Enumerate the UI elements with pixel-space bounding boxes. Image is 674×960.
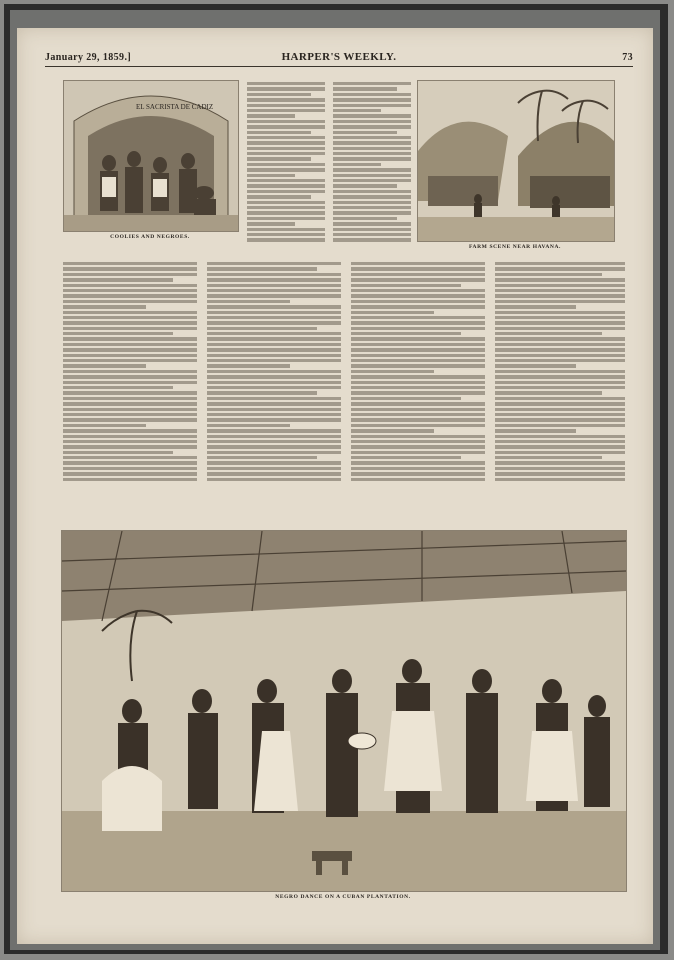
illustration-negro-dance: [61, 530, 627, 892]
text-column-narrow-1: [247, 80, 325, 256]
illustration-farm-scene: [417, 80, 615, 242]
shop-sign: EL SACRISTA DE CADIZ: [136, 103, 214, 111]
publication-title: HARPER'S WEEKLY.: [281, 51, 397, 63]
text-column-3: [351, 260, 485, 508]
text-column-narrow-2: [333, 80, 411, 256]
engraving-street-scene-icon: [64, 81, 238, 231]
text-column-1: [63, 260, 197, 508]
masthead: [45, 48, 633, 68]
issue-date: January 29, 1859.]: [45, 52, 132, 63]
text-column-4: [495, 260, 625, 508]
illustration-coolies-and-negroes: [63, 80, 239, 232]
masthead-rule: [45, 66, 633, 67]
caption-farm-scene: FARM SCENE NEAR HAVANA.: [468, 244, 562, 250]
engraving-thatched-farm-icon: [418, 81, 614, 241]
newspaper-page: [17, 28, 653, 944]
caption-coolies-and-negroes: COOLIES AND NEGROES.: [110, 234, 190, 240]
caption-negro-dance: NEGRO DANCE ON A CUBAN PLANTATION.: [275, 894, 411, 900]
text-column-2: [207, 260, 341, 508]
page-number: 73: [622, 52, 633, 63]
engraving-dance-scene-icon: [62, 531, 626, 891]
